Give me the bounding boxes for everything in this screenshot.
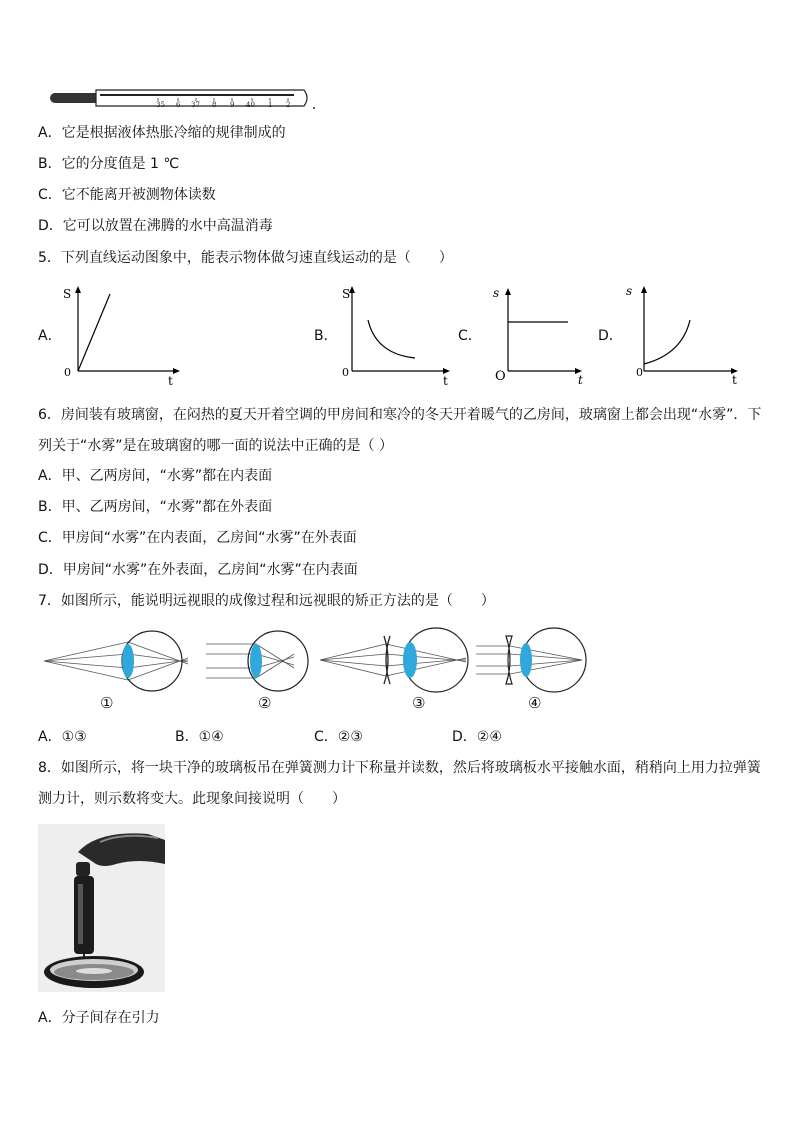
q6-option-d: D．甲房间“水雾”在外表面，乙房间“水雾”在内表面 <box>38 562 358 578</box>
q6-stem-line2: 列关于“水雾”是在玻璃窗的哪一面的说法中正确的是（ ） <box>38 438 393 454</box>
q5-d-origin: 0 <box>636 366 643 379</box>
thermo-label: 2 <box>286 101 291 109</box>
q5-stem: 5．下列直线运动图象中，能表示物体做匀速直线运动的是（ ） <box>38 250 453 266</box>
q5-option-c-label: C． <box>458 328 482 344</box>
thermo-label: 6 <box>176 101 181 109</box>
q8-stem-line2: 测力计，则示数将变大。此现象间接说明（ ） <box>38 791 346 807</box>
q5-c-ylabel: s <box>493 286 500 300</box>
q4-option-b: B．它的分度值是 1 ℃ <box>38 156 180 172</box>
thermo-label: 1 <box>268 101 273 109</box>
q7-option-a: A．①③ <box>38 729 87 745</box>
q5-option-a-label: A． <box>38 328 62 344</box>
q6-option-c: C．甲房间“水雾”在内表面，乙房间“水雾”在外表面 <box>38 530 357 546</box>
q6-stem-line1: 6．房间装有玻璃窗，在闷热的夏天开着空调的甲房间和寒冷的冬天开着暖气的乙房间，玻璃窗上都会出现“水雾”．下 <box>38 407 762 423</box>
q7-label-4: ④ <box>528 694 542 712</box>
q7-eye-diagram-4 <box>474 624 590 696</box>
thermo-label: 37 <box>191 101 200 109</box>
q5-c-origin: O <box>495 369 506 384</box>
q7-label-2: ② <box>258 694 272 712</box>
q6-option-b: B．甲、乙两房间，“水雾”都在外表面 <box>38 499 273 515</box>
q5-option-b-label: B． <box>314 328 338 344</box>
q7-option-c: C．②③ <box>314 729 363 745</box>
q5-b-ylabel: S <box>342 287 351 301</box>
q5-graph-d <box>620 282 750 388</box>
q5-graph-b <box>340 284 460 388</box>
q5-d-ylabel: s <box>626 284 633 298</box>
q8-stem-line1: 8．如图所示，将一块干净的玻璃板吊在弹簧测力计下称量并读数，然后将玻璃板水平接触水面，稍稍向上用力拉弹簧 <box>38 760 761 776</box>
q7-option-b: B．①④ <box>175 729 224 745</box>
q5-b-xlabel: t <box>443 374 448 388</box>
q7-stem: 7．如图所示，能说明远视眼的成像过程和远视眼的矫正方法的是（ ） <box>38 593 495 609</box>
q5-a-origin: 0 <box>64 366 71 379</box>
thermo-label: 9 <box>230 101 235 109</box>
q5-d-xlabel: t <box>732 373 737 387</box>
q7-label-3: ③ <box>412 694 426 712</box>
q7-eye-diagram-1 <box>42 628 192 694</box>
q6-option-a: A．甲、乙两房间，“水雾”都在内表面 <box>38 468 273 484</box>
q5-b-origin: 0 <box>342 366 349 379</box>
q5-c-xlabel: t <box>578 373 583 387</box>
q4-option-c: C．它不能离开被测物体读数 <box>38 187 216 203</box>
q8-option-a: A．分子间存在引力 <box>38 1010 160 1026</box>
q4-option-a: A．它是根据液体热胀冷缩的规律制成的 <box>38 125 286 141</box>
thermo-label: 8 <box>212 101 217 109</box>
q5-a-ylabel: S <box>63 287 72 301</box>
thermo-label: 35 <box>156 101 165 109</box>
q5-a-xlabel: t <box>168 374 173 388</box>
q7-option-d: D．②④ <box>452 729 502 745</box>
thermometer-figure <box>46 86 318 112</box>
q5-graph-c <box>490 284 590 388</box>
thermo-label: 40 <box>246 101 255 109</box>
q4-option-d: D．它可以放置在沸腾的水中高温消毒 <box>38 218 273 234</box>
q5-graph-a <box>58 284 188 388</box>
q7-eye-diagram-3 <box>318 624 473 696</box>
q5-option-d-label: D． <box>598 328 623 344</box>
q7-eye-diagram-2 <box>204 628 314 694</box>
q8-photo-glass-plate-experiment <box>38 824 165 992</box>
q7-label-1: ① <box>100 694 114 712</box>
